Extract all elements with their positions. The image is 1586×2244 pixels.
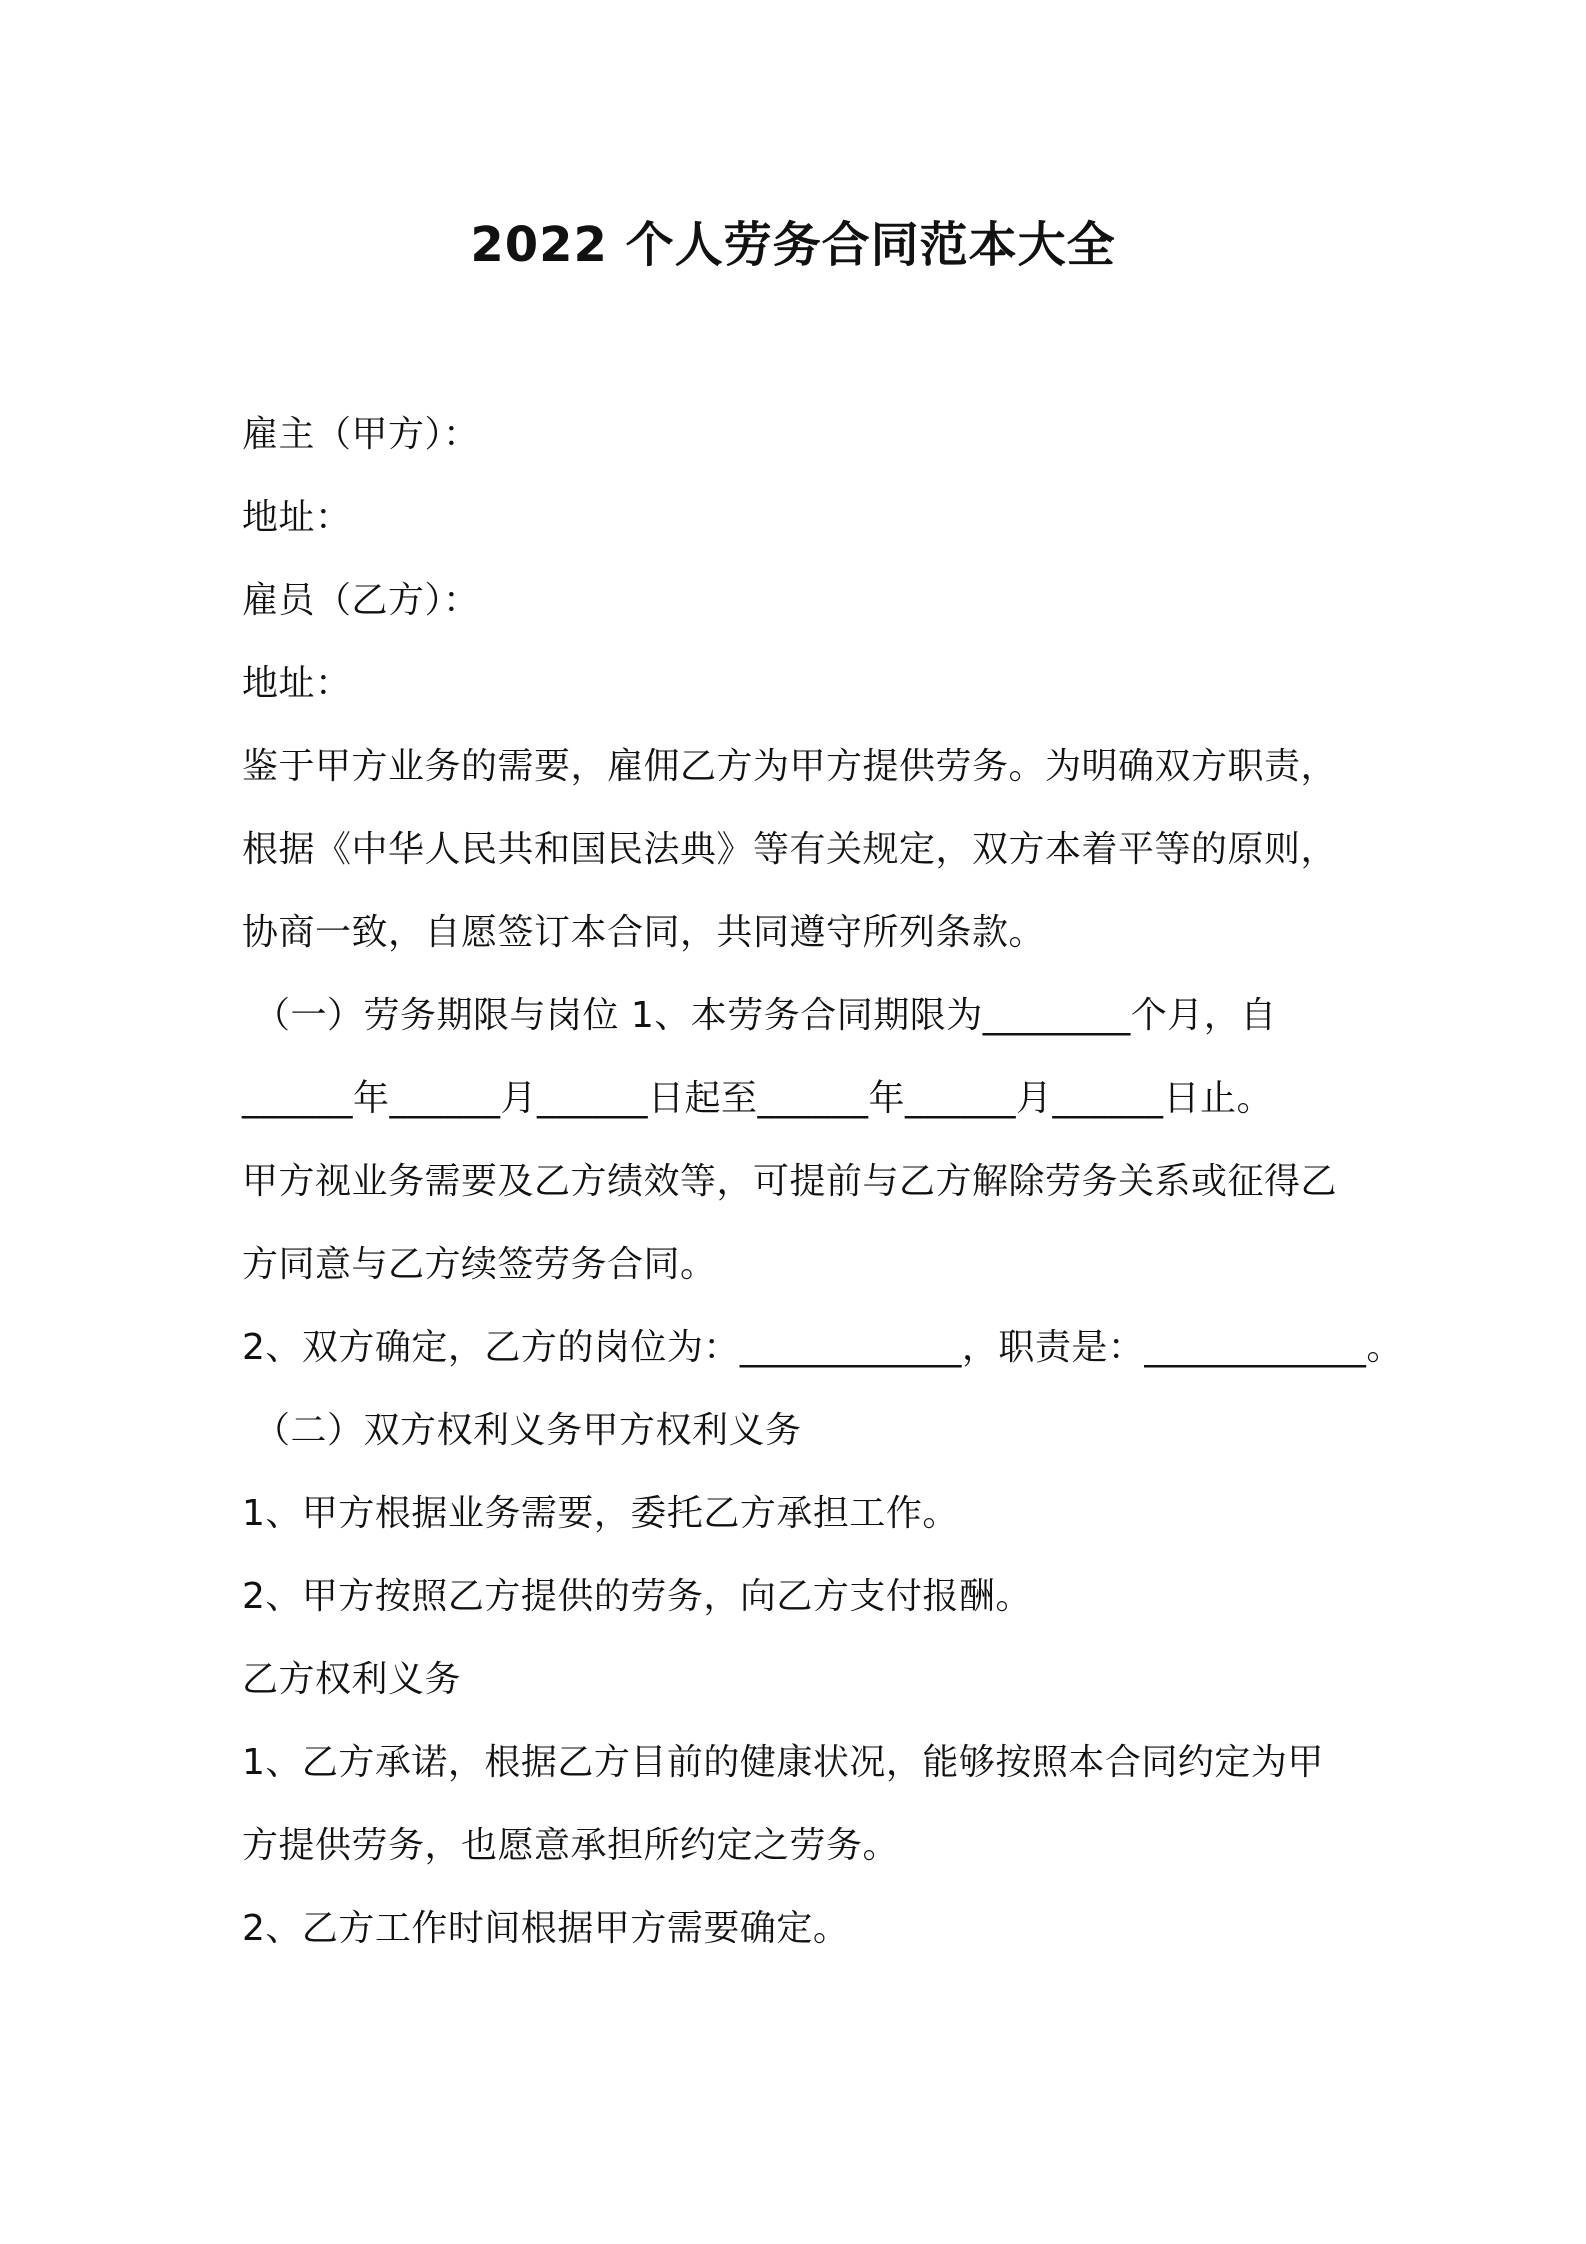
- section-1-text-1: 甲方视业务需要及乙方绩效等，可提前与乙方解除劳务关系或征得乙: [242, 1161, 1338, 1202]
- preamble-line-3: 协商一致，自愿签订本合同，共同遵守所列条款。: [242, 912, 1046, 953]
- preamble-line-1: 鉴于甲方业务的需要，雇佣乙方为甲方提供劳务。为明确双方职责，: [242, 746, 1338, 787]
- employer-label: 雇主（甲方）：: [242, 414, 480, 455]
- document-title: 2022 个人劳务合同范本大全: [470, 217, 1116, 273]
- party-b-heading: 乙方权利义务: [242, 1659, 462, 1700]
- section-1-text-2: 方同意与乙方续签劳务合同。: [242, 1244, 717, 1285]
- party-b-clause-1-line-2: 方提供劳务，也愿意承担所约定之劳务。: [242, 1825, 900, 1866]
- party-b-clause-2: 2、乙方工作时间根据甲方需要确定。: [242, 1908, 850, 1949]
- party-b-clause-1-line-1: 1、乙方承诺，根据乙方目前的健康状况，能够按照本合同约定为甲: [242, 1742, 1324, 1783]
- employer-address-label: 地址：: [242, 497, 352, 538]
- party-a-clause-2: 2、甲方按照乙方提供的劳务，向乙方支付报酬。: [242, 1576, 1032, 1617]
- party-a-clause-1: 1、甲方根据业务需要，委托乙方承担工作。: [242, 1493, 959, 1534]
- section-1-position: 2、双方确定，乙方的岗位为：____________，职责是：____________。: [242, 1327, 1403, 1368]
- section-1-dates: ______年______月______日起至______年______月______日止。: [242, 1078, 1274, 1119]
- section-2-heading: （二）双方权利义务甲方权利义务: [242, 1410, 802, 1451]
- employee-address-label: 地址：: [242, 663, 352, 704]
- section-1-heading: （一）劳务期限与岗位 1、本劳务合同期限为________个月，自: [242, 995, 1277, 1036]
- employee-label: 雇员（乙方）：: [242, 580, 480, 621]
- preamble-line-2: 根据《中华人民共和国民法典》等有关规定，双方本着平等的原则，: [242, 829, 1338, 870]
